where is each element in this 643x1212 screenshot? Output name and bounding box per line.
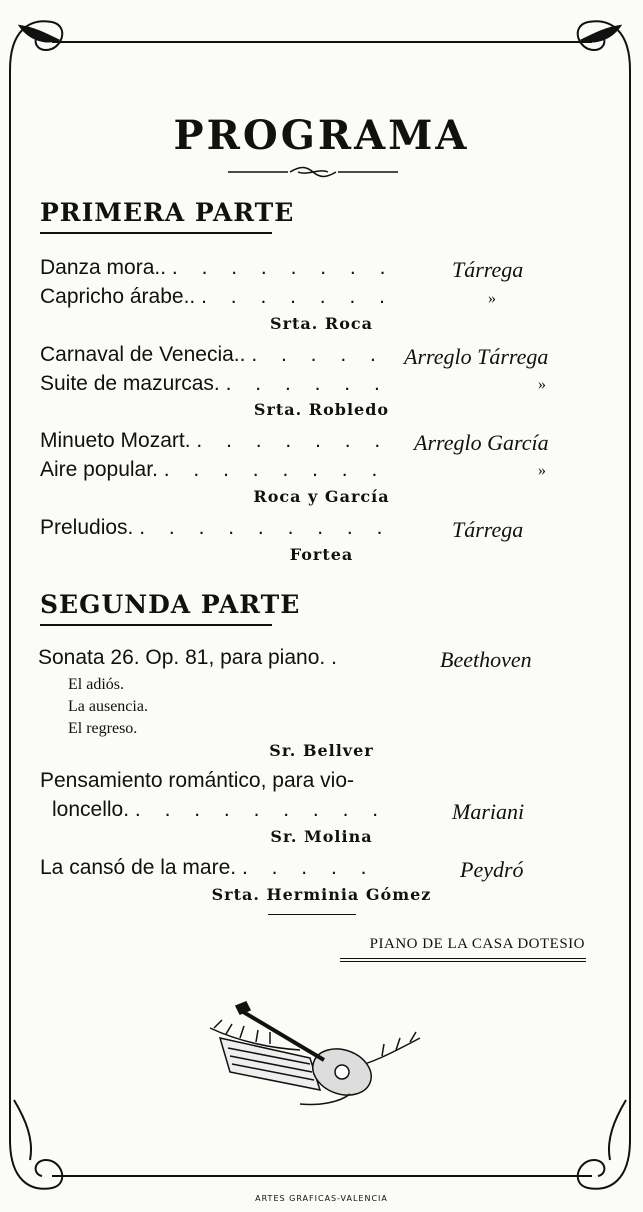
section-heading-segunda: SEGUNDA PARTE [40, 590, 301, 619]
movement: La ausencia. [68, 698, 148, 715]
section-rule [40, 624, 272, 626]
closing-rule [268, 914, 356, 915]
ditto-mark: » [538, 462, 546, 479]
program-item: Suite de mazurcas. . . . . . . [40, 372, 389, 395]
program-item: Capricho árabe.. . . . . . . . [40, 285, 394, 308]
movement: El regreso. [68, 720, 138, 737]
program-item-continued: loncello. . . . . . . . . . [52, 798, 388, 821]
title-ornament [228, 164, 398, 180]
program-item: Minueto Mozart. . . . . . . . [40, 429, 390, 452]
program-item: Pensamiento romántico, para vio- [40, 769, 354, 792]
performer: Sr. Bellver [269, 741, 374, 760]
composer: Tárrega [452, 517, 524, 542]
program-item: Preludios. . . . . . . . . . [40, 516, 392, 539]
piano-rule [340, 958, 586, 959]
lute-emblem-icon [200, 998, 430, 1110]
ditto-mark: » [538, 376, 546, 393]
section-heading-primera: PRIMERA PARTE [40, 198, 295, 227]
program-item: Carnaval de Venecia.. . . . . . [40, 343, 385, 366]
composer: Mariani [452, 799, 525, 824]
composer: Peydró [460, 857, 524, 882]
performer: Roca y García [253, 487, 390, 506]
performer: Fortea [289, 545, 354, 564]
piano-note: PIANO DE LA CASA DOTESIO [369, 936, 585, 952]
composer: Arreglo García [414, 430, 549, 455]
program-item: Danza mora.. . . . . . . . . [40, 256, 395, 279]
program-item: Sonata 26. Op. 81, para piano. . [38, 646, 346, 669]
composer: Arreglo Tárrega [404, 344, 549, 369]
performer: Srta. Herminia Gómez [211, 885, 432, 904]
movement: El adiós. [68, 676, 124, 693]
page-title: PROGRAMA [173, 112, 470, 159]
program-item: La cansó de la mare. . . . . . [40, 856, 376, 879]
composer: Beethoven [440, 647, 532, 672]
piano-rule [340, 961, 586, 962]
performer: Sr. Molina [270, 827, 373, 846]
performer: Srta. Robledo [253, 400, 390, 419]
composer: Tárrega [452, 257, 524, 282]
printer-credit: ARTES GRAFICAS-VALENCIA [255, 1194, 388, 1203]
performer: Srta. Roca [270, 314, 373, 333]
section-rule [40, 232, 272, 234]
program-item: Aire popular. . . . . . . . . [40, 458, 387, 481]
ditto-mark: » [488, 290, 496, 307]
